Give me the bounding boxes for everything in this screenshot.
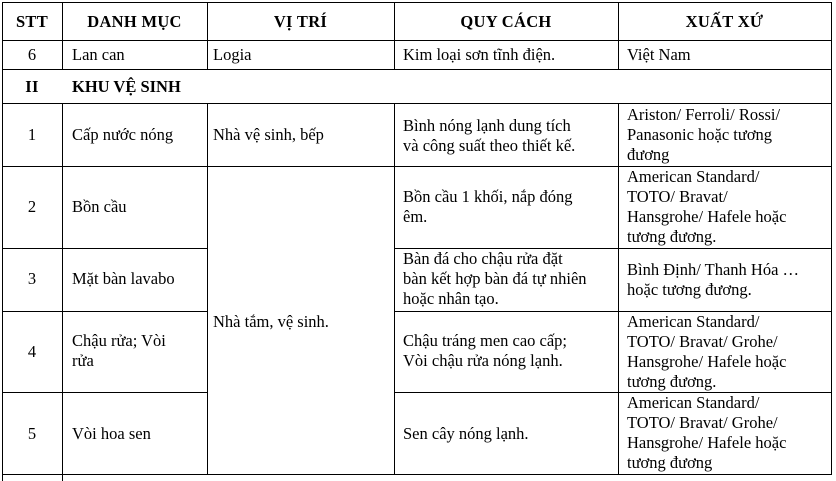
row3-quy-cach [403, 249, 587, 309]
row1-quy-cach [403, 116, 575, 156]
rule [2, 311, 207, 312]
text-line: Bàn đá cho chậu rửa đặt [403, 249, 563, 268]
row6-danh-muc: Lan can [72, 45, 125, 64]
text-line: Bình nóng lạnh dung tích [403, 116, 571, 135]
rule [2, 248, 207, 249]
text-line: TOTO/ Bravat/ Grohe/ [627, 413, 778, 432]
text-line: Sen cây nóng lạnh. [403, 424, 529, 443]
rule [394, 103, 395, 475]
text-line: Mặt bàn lavabo [72, 269, 175, 288]
row4-danh-muc [72, 331, 166, 371]
header-danh-muc: DANH MỤC [87, 12, 182, 31]
text-line: Chậu rửa; Vòi [72, 331, 166, 350]
header-stt: STT [15, 12, 49, 31]
header-xuat-xu: XUẤT XỨ [685, 12, 764, 31]
row1-danh-muc [72, 125, 173, 145]
rule [2, 474, 832, 475]
row3-xuat-xu [627, 260, 799, 300]
text-line: American Standard/ [627, 312, 760, 331]
text-line: Cấp nước nóng [72, 125, 174, 144]
row6-stt: 6 [27, 45, 37, 64]
header-vi-tri: VỊ TRÍ [273, 12, 328, 31]
text-line: bàn kết hợp bàn đá tự nhiên [403, 269, 587, 288]
text-line: Ariston/ Ferroli/ Rossi/ [627, 105, 781, 124]
text-line: Hansgrohe/ Hafele hoặc [627, 352, 787, 371]
text-line: American Standard/ [627, 393, 760, 412]
rule [2, 392, 207, 393]
text-line: rửa [72, 351, 94, 370]
section-stt: II [25, 77, 39, 96]
text-line: tương đương. [627, 372, 717, 391]
text-line: hoặc tương đương. [627, 280, 752, 299]
merged-vi-tri: Nhà tắm, vệ sinh. [213, 312, 329, 331]
text-line: Hansgrohe/ Hafele hoặc [627, 207, 787, 226]
text-line: hoặc nhân tạo. [403, 289, 499, 308]
text-line: êm. [403, 207, 428, 226]
text-line: TOTO/ Bravat/ [627, 187, 728, 206]
row3-stt: 3 [27, 269, 37, 288]
rule [2, 166, 207, 167]
rule [2, 2, 3, 481]
text-line: Bồn cầu 1 khối, nắp đóng [403, 187, 573, 206]
row2-danh-muc [72, 197, 127, 217]
text-line: American Standard/ [627, 167, 760, 186]
section-title: KHU VỆ SINH [72, 77, 181, 96]
text-line: Bồn cầu [72, 197, 127, 216]
row5-stt: 5 [27, 424, 37, 443]
row1-stt: 1 [27, 125, 37, 144]
row6-vi-tri: Logia [213, 45, 252, 64]
text-line: Chậu tráng men cao cấp; [403, 331, 568, 350]
text-line: Vòi chậu rửa nóng lạnh. [403, 351, 563, 370]
row2-stt: 2 [27, 197, 37, 216]
text-line: TOTO/ Bravat/ Grohe/ [627, 332, 778, 351]
row6-xuat-xu: Việt Nam [627, 45, 691, 64]
text-line: Vòi hoa sen [72, 424, 151, 443]
row4-xuat-xu [627, 312, 786, 392]
text-line: tương đương. [627, 227, 717, 246]
row4-stt: 4 [27, 342, 37, 361]
rule [2, 103, 832, 104]
text-line: và công suất theo thiết kế. [403, 136, 576, 155]
rule [618, 103, 619, 475]
text-line: Panasonic hoặc tương [627, 125, 773, 144]
rule [2, 69, 832, 70]
rule [831, 2, 832, 475]
rule [2, 2, 832, 3]
text-line: Bình Định/ Thanh Hóa … [627, 260, 800, 279]
rule [207, 103, 208, 475]
header-quy-cach: QUY CÁCH [460, 12, 552, 31]
row6-quy-cach: Kim loại sơn tĩnh điện. [403, 45, 556, 64]
row2-xuat-xu [627, 167, 786, 247]
row1-xuat-xu [627, 105, 780, 165]
row5-quy-cach [403, 424, 529, 444]
text-line: Hansgrohe/ Hafele hoặc [627, 433, 787, 452]
rule [2, 40, 832, 41]
row1-vi-tri: Nhà vệ sinh, bếp [213, 125, 324, 144]
text-line: đương [627, 145, 670, 164]
row3-danh-muc [72, 269, 175, 289]
rule [62, 103, 63, 481]
row5-xuat-xu [627, 393, 786, 473]
row2-quy-cach [403, 187, 573, 227]
row5-danh-muc [72, 424, 151, 444]
row4-quy-cach [403, 331, 567, 371]
text-line: tương đương [627, 453, 713, 472]
